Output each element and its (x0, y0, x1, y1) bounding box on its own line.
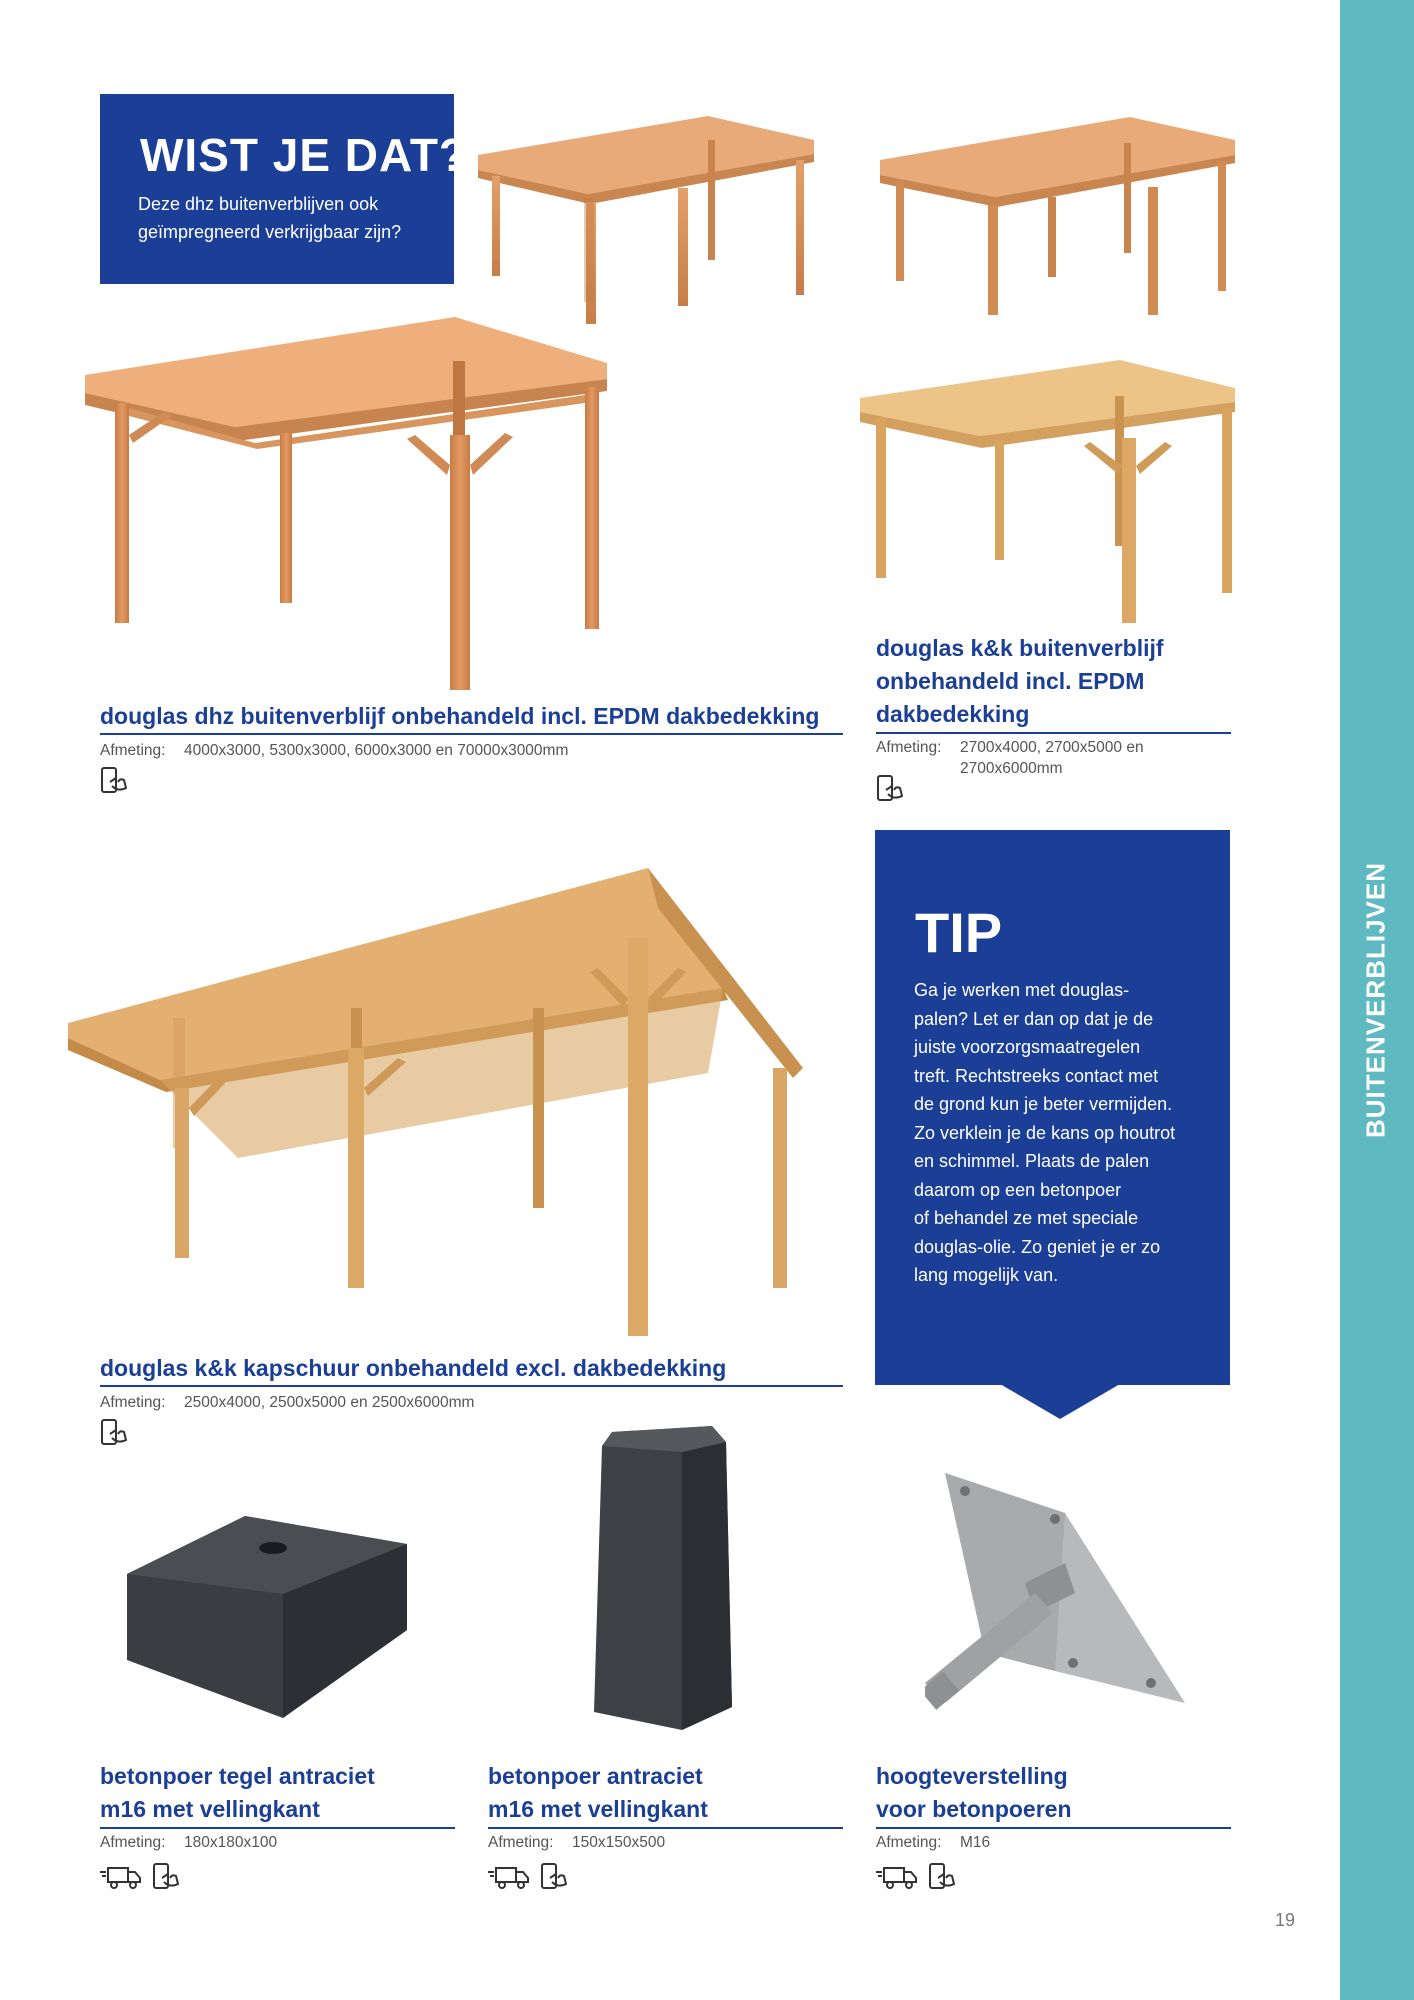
product-title: douglas k&k kapschuur onbehandeld excl. dakbedekking (100, 1355, 727, 1381)
phone-order-icon (152, 1862, 180, 1892)
phone-order-icon (100, 766, 128, 796)
section-label: BUITENVERBLIJVEN (1360, 861, 1391, 1139)
product-divider (100, 1827, 455, 1829)
info-box-title: WIST JE DAT? (140, 129, 469, 181)
pavilion-image-large (85, 315, 607, 690)
hoogteverstelling-image (925, 1473, 1185, 1718)
betonpoer-image (592, 1422, 732, 1730)
pavilion-image-small-2 (880, 115, 1235, 320)
pavilion-image-medium (860, 358, 1235, 623)
phone-order-icon (876, 774, 904, 804)
product-divider (876, 732, 1231, 734)
info-box-wist-je-dat (100, 94, 469, 284)
product-icons (876, 1862, 962, 1894)
phone-order-icon (928, 1862, 956, 1892)
product-dimensions: Afmeting: 150x150x500 (488, 1834, 666, 1851)
tip-title: TIP (915, 901, 1003, 964)
pavilion-image-small-1 (478, 110, 814, 325)
delivery-truck-icon (876, 1864, 918, 1890)
phone-order-icon (100, 1418, 128, 1448)
product-dimensions: Afmeting: M16 (876, 1834, 991, 1851)
product-title: betonpoer tegel antraciet m16 met vellingkant (100, 1763, 375, 1822)
product-icons (100, 1418, 134, 1450)
product-title: douglas k&k buitenverblijf onbehandeld incl. EPDM dakbedekking (876, 635, 1164, 727)
delivery-truck-icon (488, 1864, 530, 1890)
product-icons (100, 1862, 186, 1894)
product-dimensions: Afmeting: 2700x4000, 2700x5000 en 2700x6000mm (876, 739, 1144, 777)
product-icons (876, 774, 910, 806)
product-divider (876, 1827, 1231, 1829)
page-number: 19 (1275, 1910, 1296, 1930)
product-dimensions: Afmeting: 2500x4000, 2500x5000 en 2500x6000mm (100, 1394, 475, 1411)
product-dimensions: Afmeting: 4000x3000, 5300x3000, 6000x3000 en 70000x3000mm (100, 742, 569, 759)
product-divider (488, 1827, 843, 1829)
betonpoer-tegel-image (125, 1510, 410, 1720)
info-box-text: Deze dhz buitenverblijven ook geïmpregneerd verkrijgbaar zijn? (138, 194, 402, 242)
delivery-truck-icon (100, 1864, 142, 1890)
product-dimensions: Afmeting: 180x180x100 (100, 1834, 278, 1851)
product-title: hoogteverstelling voor betonpoeren (876, 1763, 1072, 1822)
product-icons (100, 766, 134, 798)
product-title: betonpoer antraciet m16 met vellingkant (488, 1763, 708, 1822)
product-divider (100, 733, 843, 735)
product-title: douglas dhz buitenverblijf onbehandeld incl. EPDM dakbedekking (100, 703, 820, 729)
product-icons (488, 1862, 574, 1894)
kapschuur-image (68, 868, 803, 1336)
product-divider (100, 1385, 843, 1387)
tip-pointer (1000, 1384, 1120, 1419)
phone-order-icon (540, 1862, 568, 1892)
tip-box (875, 830, 1230, 1385)
tip-text: Ga je werken met douglas- palen? Let er dan op dat je de juiste voorzorgsmaatregelen treft. Rechtstreeks contact met de grond kun je beter vermijden. Zo verklein je de kans op houtrot en schimmel. Plaats de palen daarom op een betonpoer of behandel ze met speciale douglas-olie. Zo geniet je er zo lang mogelijk van. (914, 980, 1176, 1285)
